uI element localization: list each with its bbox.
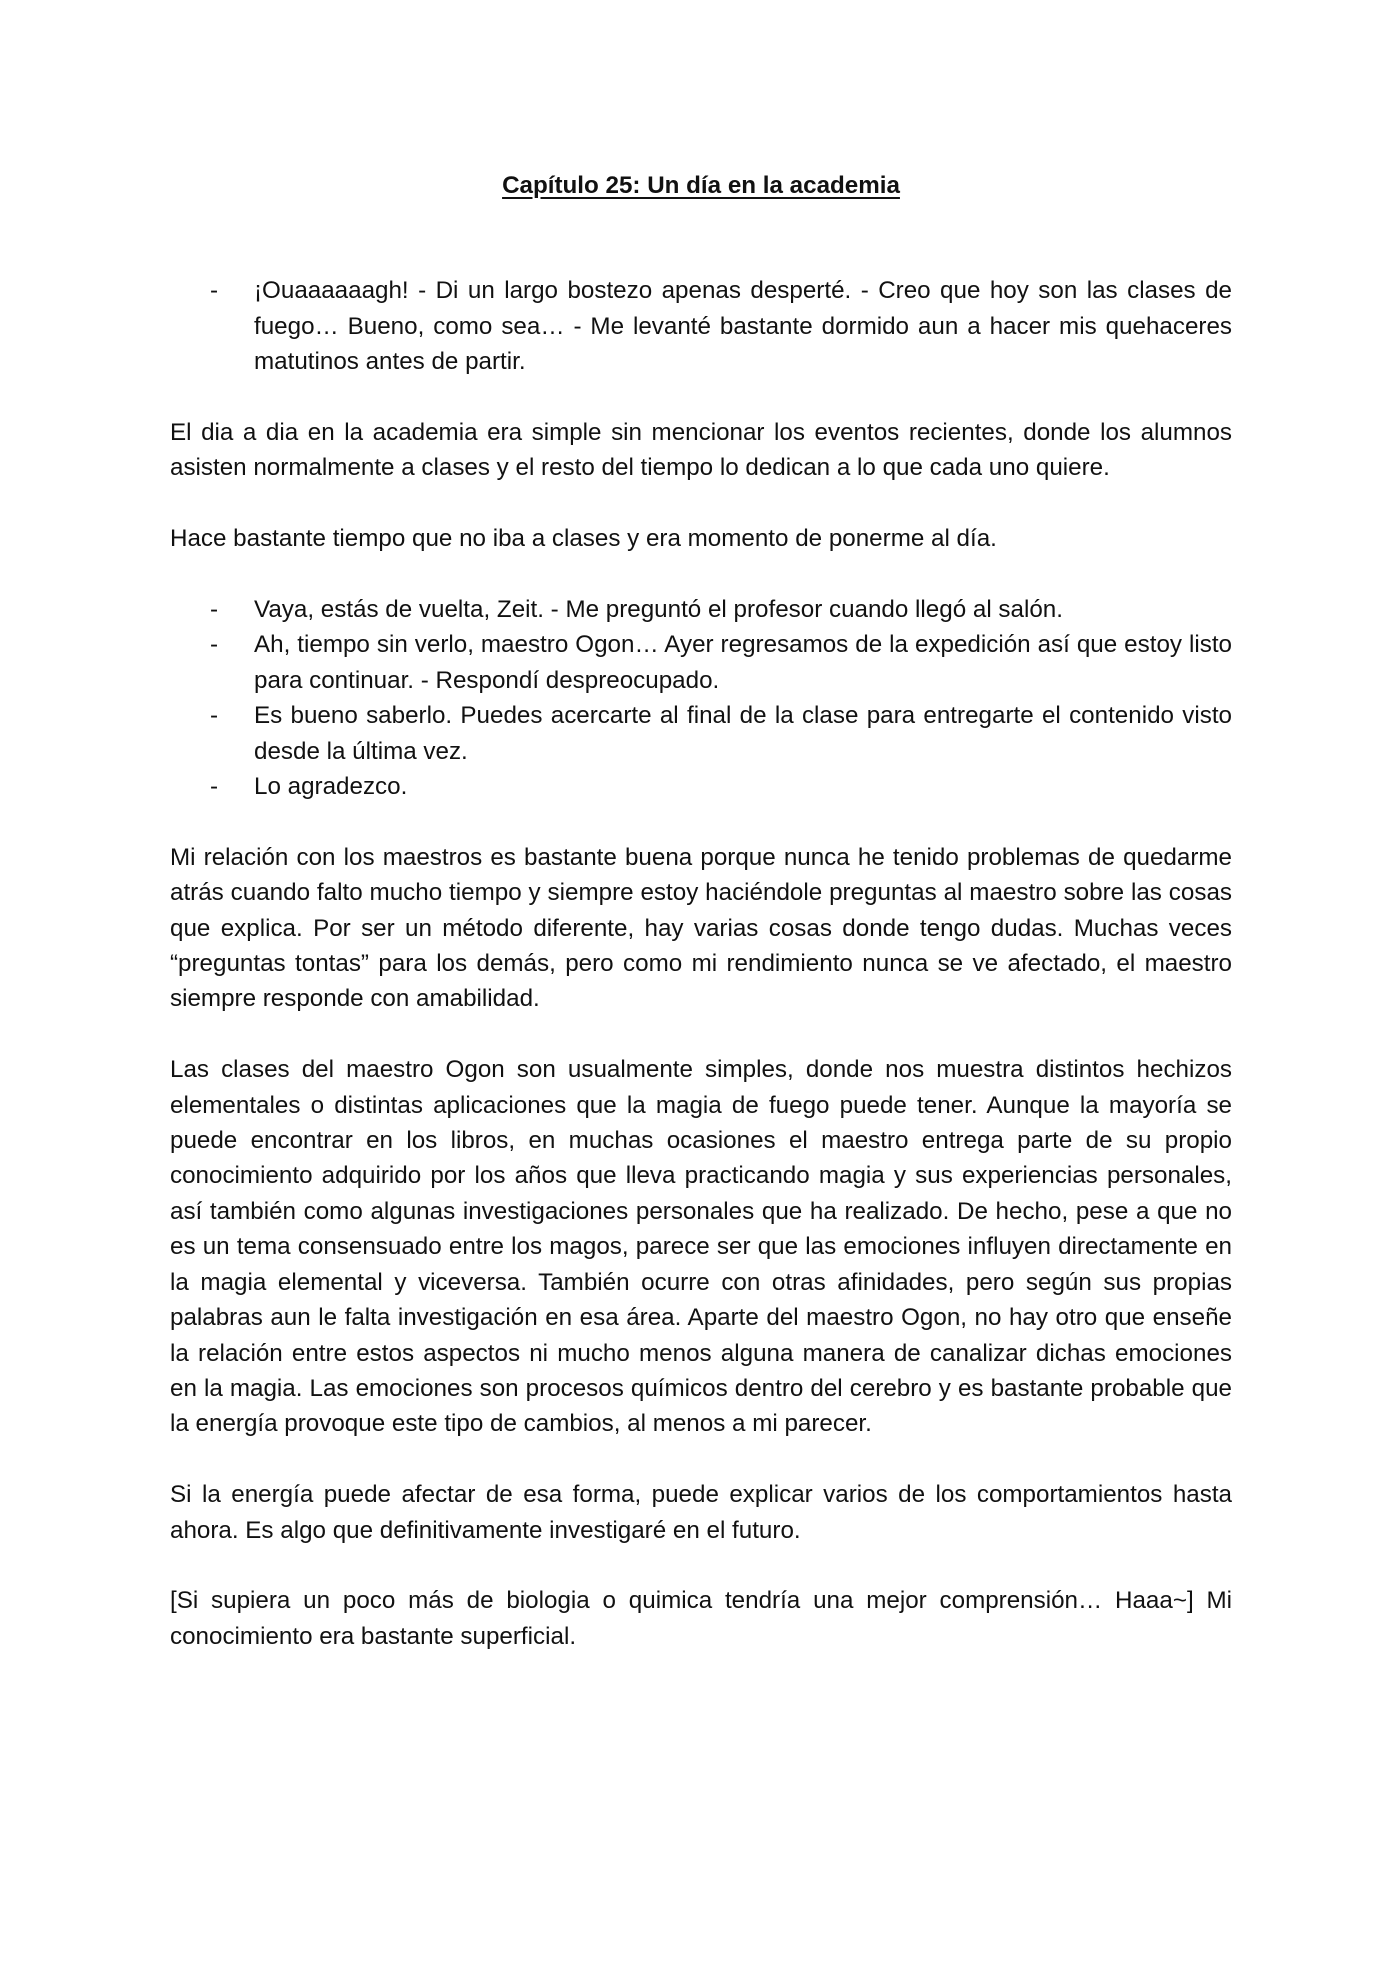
dialogue-text: Es bueno saberlo. Puedes acercarte al final de la clase para entregarte el contenido visto desde la última vez.: [254, 702, 1232, 765]
paragraph: Si la energía puede afectar de esa forma, puede explicar varios de los comportamientos hasta ahora. Es algo que definitivamente investigaré en el futuro.: [170, 1481, 1232, 1544]
chapter-title: Capítulo 25: Un día en la academia: [502, 172, 900, 199]
dialogue-dash: -: [210, 773, 219, 801]
dialogue-line: [170, 592, 1232, 627]
dialogue-list-2: [170, 592, 1232, 804]
dialogue-dash: -: [210, 631, 219, 659]
dialogue-line: [170, 769, 1232, 804]
dialogue-text: Lo agradezco.: [254, 773, 408, 801]
paragraph: [Si supiera un poco más de biologia o quimica tendría una mejor comprensión… Haaa~] Mi conocimiento era bastante superficial.: [170, 1587, 1232, 1650]
dialogue-dash: -: [210, 596, 219, 624]
paragraph: El dia a dia en la academia era simple sin mencionar los eventos recientes, donde los alumnos asisten normalmente a clases y el resto del tiempo lo dedican a lo que cada uno quiere.: [170, 419, 1232, 482]
dialogue-line: [170, 627, 1232, 698]
paragraph: Mi relación con los maestros es bastante buena porque nunca he tenido problemas de quedarme atrás cuando falto mucho tiempo y siempre estoy haciéndole preguntas al maestro sobre las cosas que explica. Por ser un método diferente, hay varias cosas donde tengo dudas. Muchas veces “preguntas tontas” para los demás, pero como mi rendimiento nunca se ve afectado, el maestro siempre responde con amabilidad.: [170, 843, 1232, 1013]
dialogue-dash: -: [210, 702, 219, 730]
dialogue-text: Ah, tiempo sin verlo, maestro Ogon… Ayer regresamos de la expedición así que estoy listo para continuar. - Respondí despreocupado.: [254, 631, 1232, 694]
paragraph: Hace bastante tiempo que no iba a clases y era momento de ponerme al día.: [170, 525, 997, 553]
dialogue-line: [170, 273, 1232, 379]
dialogue-dash: -: [210, 277, 219, 305]
dialogue-line: [170, 698, 1232, 769]
paragraph: Las clases del maestro Ogon son usualmente simples, donde nos muestra distintos hechizos elementales o distintas aplicaciones que la magia de fuego puede tener. Aunque la mayoría se puede encontrar en los libros, en muchas ocasiones el maestro entrega parte de su propio conocimiento adquirido por los años que lleva practicando magia y sus experiencias personales, así también como algunas investigaciones personales que ha realizado. De hecho, pese a que no es un tema consensuado entre los magos, parece ser que las emociones influyen directamente en la magia elemental y viceversa. También ocurre con otras afinidades, pero según sus propias palabras aun le falta investigación en esa área. Aparte del maestro Ogon, no hay otro que enseñe la relación entre estos aspectos ni mucho menos alguna manera de canalizar dichas emociones en la magia. Las emociones son procesos químicos dentro del cerebro y es bastante probable que la energía provoque este tipo de cambios, al menos a mi parecer.: [170, 1056, 1232, 1438]
dialogue-text: Vaya, estás de vuelta, Zeit. - Me preguntó el profesor cuando llegó al salón.: [254, 596, 1063, 624]
document-page: [170, 168, 1232, 1654]
dialogue-list-1: [170, 273, 1232, 379]
dialogue-text: ¡Ouaaaaaagh! - Di un largo bostezo apenas desperté. - Creo que hoy son las clases de fuego… Bueno, como sea… - Me levanté bastante dormido aun a hacer mis quehaceres matutinos antes de partir.: [254, 277, 1232, 376]
